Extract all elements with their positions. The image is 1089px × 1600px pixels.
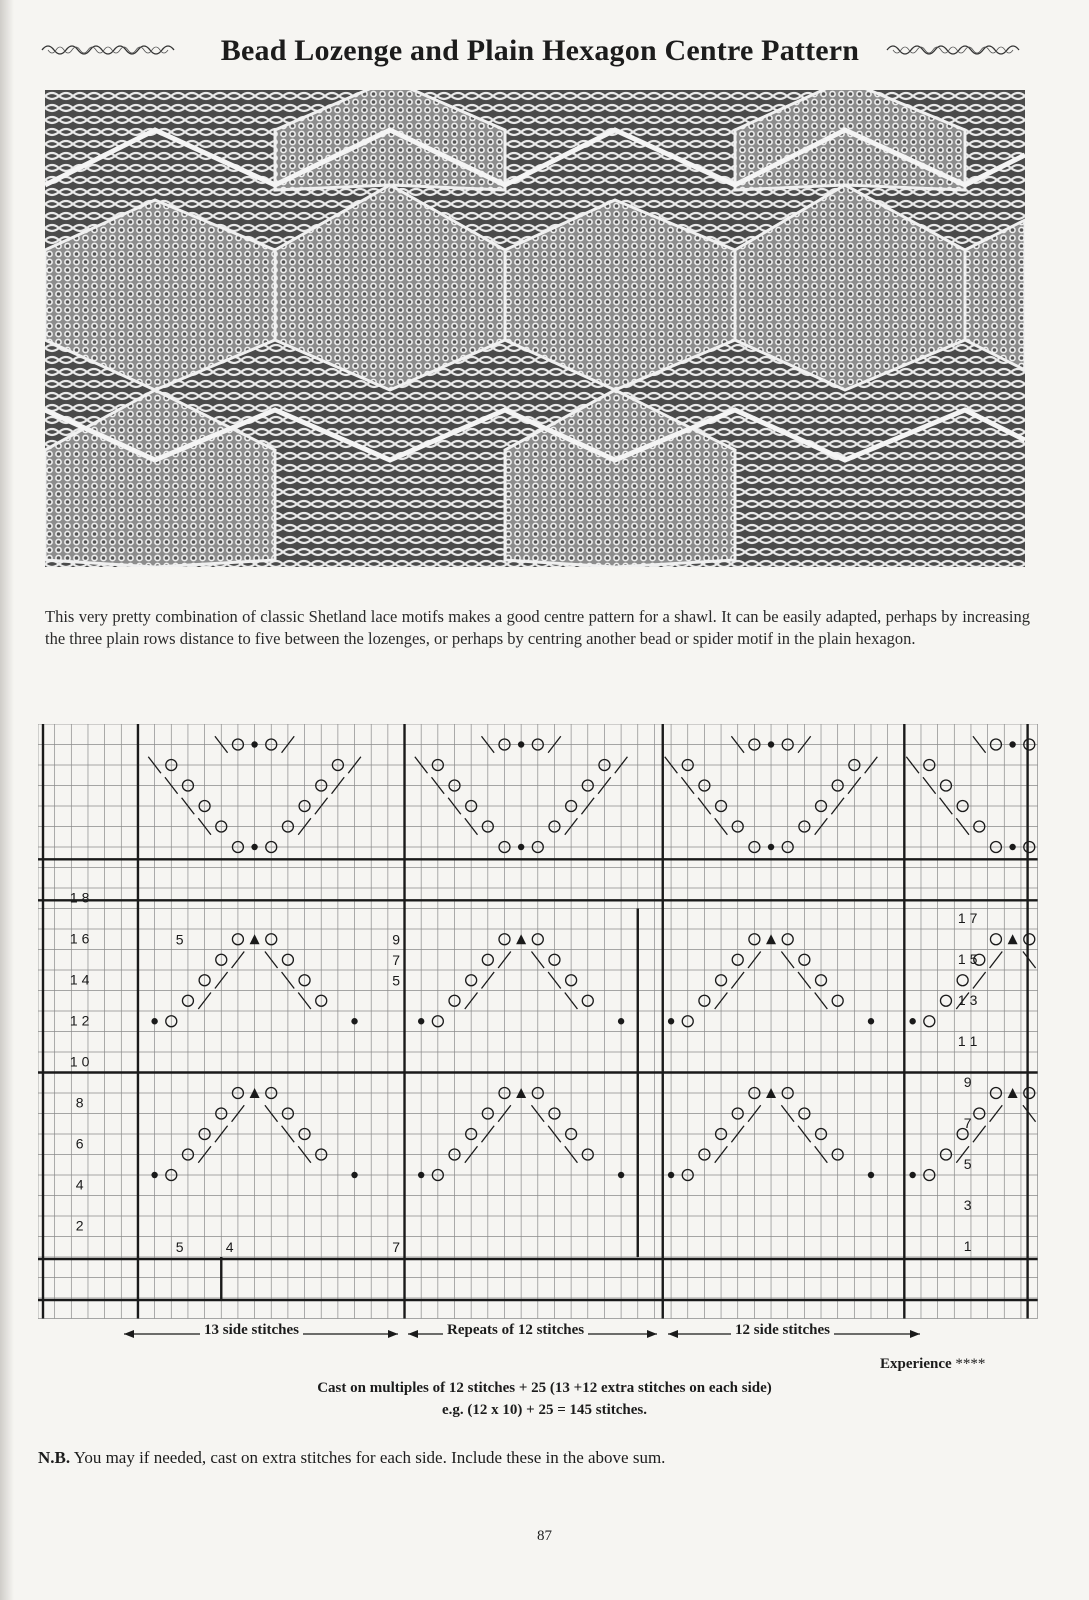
bead-symbol xyxy=(251,741,257,747)
right-row-number: 7 xyxy=(963,1114,972,1131)
stitch-count-number: 4 xyxy=(225,1239,234,1255)
right-row-number: 1 5 xyxy=(957,950,978,967)
bead-symbol xyxy=(418,1172,424,1178)
bead-symbol xyxy=(668,1172,674,1178)
bead-symbol xyxy=(768,741,774,747)
page-number: 87 xyxy=(537,1528,552,1544)
bead-symbol xyxy=(909,1018,915,1024)
chart-section-labels xyxy=(38,1322,1038,1346)
stitch-count-number: 5 xyxy=(392,972,401,989)
double-decrease-symbol xyxy=(516,934,526,944)
left-row-number: 1 6 xyxy=(69,930,90,947)
cast-on-line-2: e.g. (12 x 10) + 25 = 145 stitches. xyxy=(442,1402,647,1418)
stitch-count-number: 5 xyxy=(175,1239,184,1255)
right-flourish-icon xyxy=(885,42,1025,58)
page-edge-shadow xyxy=(0,0,14,1600)
right-row-number: 1 xyxy=(963,1237,972,1254)
right-decrease-symbol xyxy=(973,972,986,989)
bead-symbol xyxy=(418,1018,424,1024)
cast-on-instructions xyxy=(0,1377,1089,1421)
left-row-number: 1 2 xyxy=(69,1012,90,1029)
bead-symbol xyxy=(151,1018,157,1024)
right-row-number: 1 3 xyxy=(957,991,978,1008)
bead-symbol xyxy=(351,1172,357,1178)
bead-symbol xyxy=(909,1172,915,1178)
intro-paragraph: This very pretty combination of classic Shetland lace motifs makes a good centre pattern for a shawl. It can be easily adapted, perhaps by increasing the three plain rows distance to five between the lozenges, or perhaps by centring another bead or spider motif in the plain hexagon. xyxy=(45,607,1030,648)
bead-symbol xyxy=(768,844,774,850)
double-decrease-symbol xyxy=(1008,934,1018,944)
bead-symbol xyxy=(1009,741,1015,747)
left-row-number: 1 8 xyxy=(69,889,90,906)
double-decrease-symbol xyxy=(250,934,260,944)
yarn-over-symbol xyxy=(1024,934,1035,945)
bead-symbol xyxy=(518,741,524,747)
stitch-count-number: 7 xyxy=(392,952,401,968)
bead-symbol xyxy=(868,1172,874,1178)
bead-symbol xyxy=(518,844,524,850)
stitch-count-number: 7 xyxy=(392,1239,401,1255)
right-row-number: 1 7 xyxy=(957,909,978,926)
label-repeats-of-12: Repeats of 12 stitches xyxy=(443,1322,588,1339)
left-row-number: 8 xyxy=(75,1094,84,1111)
nb-text: You may if needed, cast on extra stitches for each side. Include these in the above sum. xyxy=(70,1448,666,1467)
left-row-number: 6 xyxy=(75,1135,84,1152)
double-decrease-symbol xyxy=(766,934,776,944)
lace-swatch-photo xyxy=(45,90,1025,567)
nb-note xyxy=(38,1448,665,1468)
left-row-number: 2 xyxy=(75,1217,84,1234)
yarn-over-symbol xyxy=(924,1016,935,1027)
left-row-number: 1 0 xyxy=(69,1053,90,1070)
right-row-number: 3 xyxy=(963,1196,972,1213)
bead-symbol xyxy=(151,1172,157,1178)
label-13-side-stitches: 13 side stitches xyxy=(200,1322,303,1339)
stitch-count-number: 9 xyxy=(392,931,401,948)
right-row-number: 9 xyxy=(963,1073,972,1090)
experience-label: Experience xyxy=(880,1356,952,1372)
yarn-over-symbol xyxy=(990,934,1001,945)
left-row-number: 4 xyxy=(75,1176,84,1193)
yarn-over-symbol xyxy=(940,995,951,1006)
page-title: Bead Lozenge and Plain Hexagon Centre Pattern xyxy=(220,34,860,67)
right-decrease-symbol xyxy=(990,952,1003,969)
left-decrease-symbol xyxy=(1023,952,1036,969)
title-row xyxy=(40,28,1040,76)
yarn-over-symbol xyxy=(957,975,968,986)
left-row-number: 1 4 xyxy=(69,971,90,988)
bead-symbol xyxy=(251,844,257,850)
bead-symbol xyxy=(618,1172,624,1178)
bead-symbol xyxy=(868,1018,874,1024)
label-12-side-stitches: 12 side stitches xyxy=(731,1322,834,1339)
right-row-number: 5 xyxy=(963,1155,972,1172)
bead-symbol xyxy=(351,1018,357,1024)
bead-symbol xyxy=(618,1018,624,1024)
stitch-count-number: 5 xyxy=(175,931,184,948)
bead-symbol xyxy=(668,1018,674,1024)
bead-symbol xyxy=(1009,844,1015,850)
nb-label: N.B. xyxy=(38,1448,71,1467)
right-row-number: 1 1 xyxy=(957,1032,978,1049)
cast-on-line-1: Cast on multiples of 12 stitches + 25 (13 +12 extra stitches on each side) xyxy=(317,1380,772,1396)
experience-stars: **** xyxy=(955,1356,986,1372)
knitting-chart xyxy=(38,724,1038,1324)
experience-rating xyxy=(880,1356,985,1373)
